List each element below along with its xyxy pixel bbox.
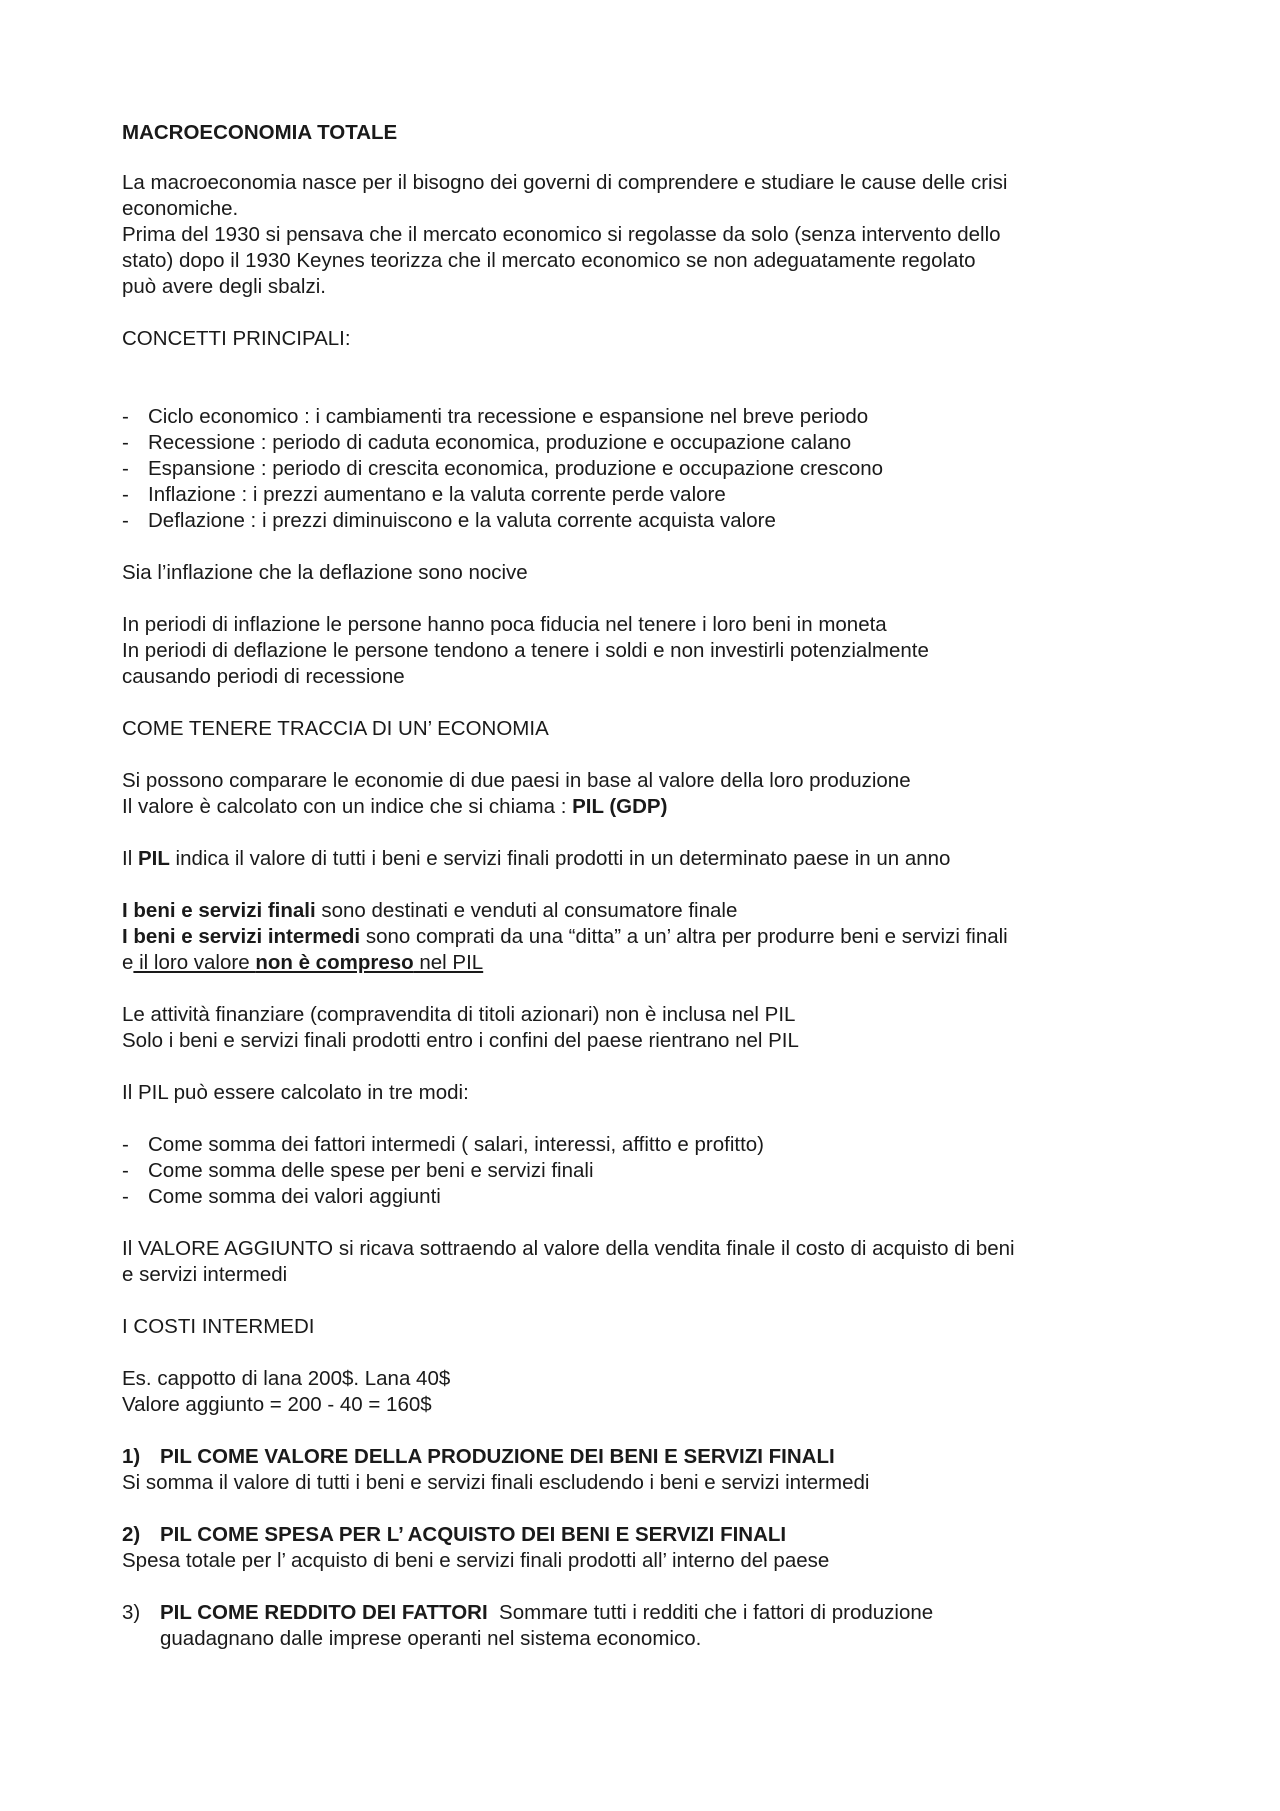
sezione-2 bbox=[122, 1522, 1182, 1574]
text-line: Si possono comparare le economie di due paesi in base al valore della loro produzione bbox=[122, 769, 911, 792]
text-line: e servizi intermedi bbox=[122, 1263, 288, 1286]
text-line: Il VALORE AGGIUNTO si ricava sottraendo al valore della vendita finale il costo di acquisto di beni bbox=[122, 1237, 1015, 1260]
list-item: - Espansione : periodo di crescita economica, produzione e occupazione crescono bbox=[122, 456, 1182, 482]
list-item: - Come somma delle spese per beni e servizi finali bbox=[122, 1158, 1182, 1184]
section-number: 2) bbox=[122, 1523, 141, 1546]
text-span: Il bbox=[122, 847, 138, 870]
section-heading bbox=[122, 1444, 1182, 1470]
text-line: La macroeconomia nasce per il bisogno dei governi di comprendere e studiare le cause delle crisi bbox=[122, 171, 1008, 194]
text-line: In periodi di deflazione le persone tendono a tenere i soldi e non investirli potenzialmente bbox=[122, 639, 929, 662]
non-compreso-term: non è compreso bbox=[255, 951, 414, 974]
text-line: Le attività finanziare (compravendita di titoli azionari) non è inclusa nel PIL bbox=[122, 1003, 796, 1026]
sezione-1 bbox=[122, 1444, 1182, 1496]
concetti-list bbox=[122, 404, 1182, 534]
text-line bbox=[122, 794, 1182, 820]
esempio-paragraph bbox=[122, 1366, 1182, 1418]
list-item: - Come somma dei valori aggiunti bbox=[122, 1184, 1182, 1210]
text-line: Es. cappotto di lana 200$. Lana 40$ bbox=[122, 1367, 451, 1390]
section-number: 3) bbox=[122, 1601, 141, 1624]
text-line: economiche. bbox=[122, 197, 239, 220]
list-item: - Inflazione : i prezzi aumentano e la valuta corrente perde valore bbox=[122, 482, 1182, 508]
document-page bbox=[122, 120, 1182, 1652]
text-line: può avere degli sbalzi. bbox=[122, 275, 326, 298]
text-span: indica il valore di tutti i beni e servizi finali prodotti in un determinato paese in un anno bbox=[169, 847, 951, 870]
list-item: - Recessione : periodo di caduta economica, produzione e occupazione calano bbox=[122, 430, 1182, 456]
text-span: sono destinati e venduti al consumatore finale bbox=[315, 899, 738, 922]
concetti-heading: CONCETTI PRINCIPALI: bbox=[122, 327, 351, 350]
text-line: causando periodi di recessione bbox=[122, 665, 405, 688]
list-item: - Deflazione : i prezzi diminuiscono e la valuta corrente acquista valore bbox=[122, 508, 1182, 534]
modi-heading: Il PIL può essere calcolato in tre modi: bbox=[122, 1081, 469, 1104]
text-span: il loro valore bbox=[133, 951, 256, 974]
document-title: MACROECONOMIA TOTALE bbox=[122, 121, 398, 144]
sezione-3 bbox=[122, 1600, 1182, 1652]
intro-paragraph bbox=[122, 170, 1182, 300]
pil-term: PIL bbox=[137, 847, 170, 870]
costi-heading: I COSTI INTERMEDI bbox=[122, 1315, 315, 1338]
text-span: sono comprati da una “ditta” a un’ altra per produrre beni e servizi finali bbox=[360, 925, 1008, 948]
pil-definition bbox=[122, 846, 1182, 872]
pil-gdp-term: PIL (GDP) bbox=[572, 795, 668, 818]
section-title: PIL COME VALORE DELLA PRODUZIONE DEI BENI E SERVIZI FINALI bbox=[160, 1445, 835, 1468]
text-line: In periodi di inflazione le persone hanno poca fiducia nel tenere i loro beni in moneta bbox=[122, 613, 887, 636]
text-line bbox=[122, 950, 1182, 976]
finanza-paragraph bbox=[122, 1002, 1182, 1054]
text-line bbox=[122, 924, 1182, 950]
list-item: - Ciclo economico : i cambiamenti tra recessione e espansione nel breve periodo bbox=[122, 404, 1182, 430]
text-span: Sommare tutti i redditi che i fattori di produzione bbox=[487, 1601, 934, 1624]
traccia-heading: COME TENERE TRACCIA DI UN’ ECONOMIA bbox=[122, 717, 549, 740]
beni-finali-term: I beni e servizi finali bbox=[122, 899, 316, 922]
text-line: Spesa totale per l’ acquisto di beni e servizi finali prodotti all’ interno del paese bbox=[122, 1549, 830, 1572]
text-span: e bbox=[122, 951, 134, 974]
text-line bbox=[160, 1600, 1182, 1626]
section-number: 1) bbox=[122, 1445, 141, 1468]
beni-intermedi-term: I beni e servizi intermedi bbox=[122, 925, 361, 948]
underlined-text bbox=[133, 951, 483, 974]
nocive-paragraph: Sia l’inflazione che la deflazione sono nocive bbox=[122, 561, 528, 584]
beni-paragraph bbox=[122, 898, 1182, 976]
section-title: PIL COME REDDITO DEI FATTORI bbox=[160, 1601, 488, 1624]
text-line: Prima del 1930 si pensava che il mercato economico si regolasse da solo (senza intervento dello bbox=[122, 223, 1001, 246]
section-title: PIL COME SPESA PER L’ ACQUISTO DEI BENI E SERVIZI FINALI bbox=[160, 1523, 787, 1546]
text-line: Si somma il valore di tutti i beni e servizi finali escludendo i beni e servizi intermedi bbox=[122, 1471, 870, 1494]
text-line: stato) dopo il 1930 Keynes teorizza che il mercato economico se non adeguatamente regolato bbox=[122, 249, 976, 272]
valore-aggiunto-paragraph bbox=[122, 1236, 1182, 1288]
modi-list bbox=[122, 1132, 1182, 1210]
text-span: Il valore è calcolato con un indice che si chiama : bbox=[122, 795, 573, 818]
text-line: Valore aggiunto = 200 - 40 = 160$ bbox=[122, 1393, 432, 1416]
text-span: nel PIL bbox=[413, 951, 484, 974]
list-item: - Come somma dei fattori intermedi ( salari, interessi, affitto e profitto) bbox=[122, 1132, 1182, 1158]
text-line: Solo i beni e servizi finali prodotti entro i confini del paese rientrano nel PIL bbox=[122, 1029, 799, 1052]
comparare-paragraph bbox=[122, 768, 1182, 820]
section-heading bbox=[122, 1522, 1182, 1548]
periodi-paragraph bbox=[122, 612, 1182, 690]
text-line: guadagnano dalle imprese operanti nel sistema economico. bbox=[160, 1627, 702, 1650]
text-line bbox=[122, 898, 1182, 924]
